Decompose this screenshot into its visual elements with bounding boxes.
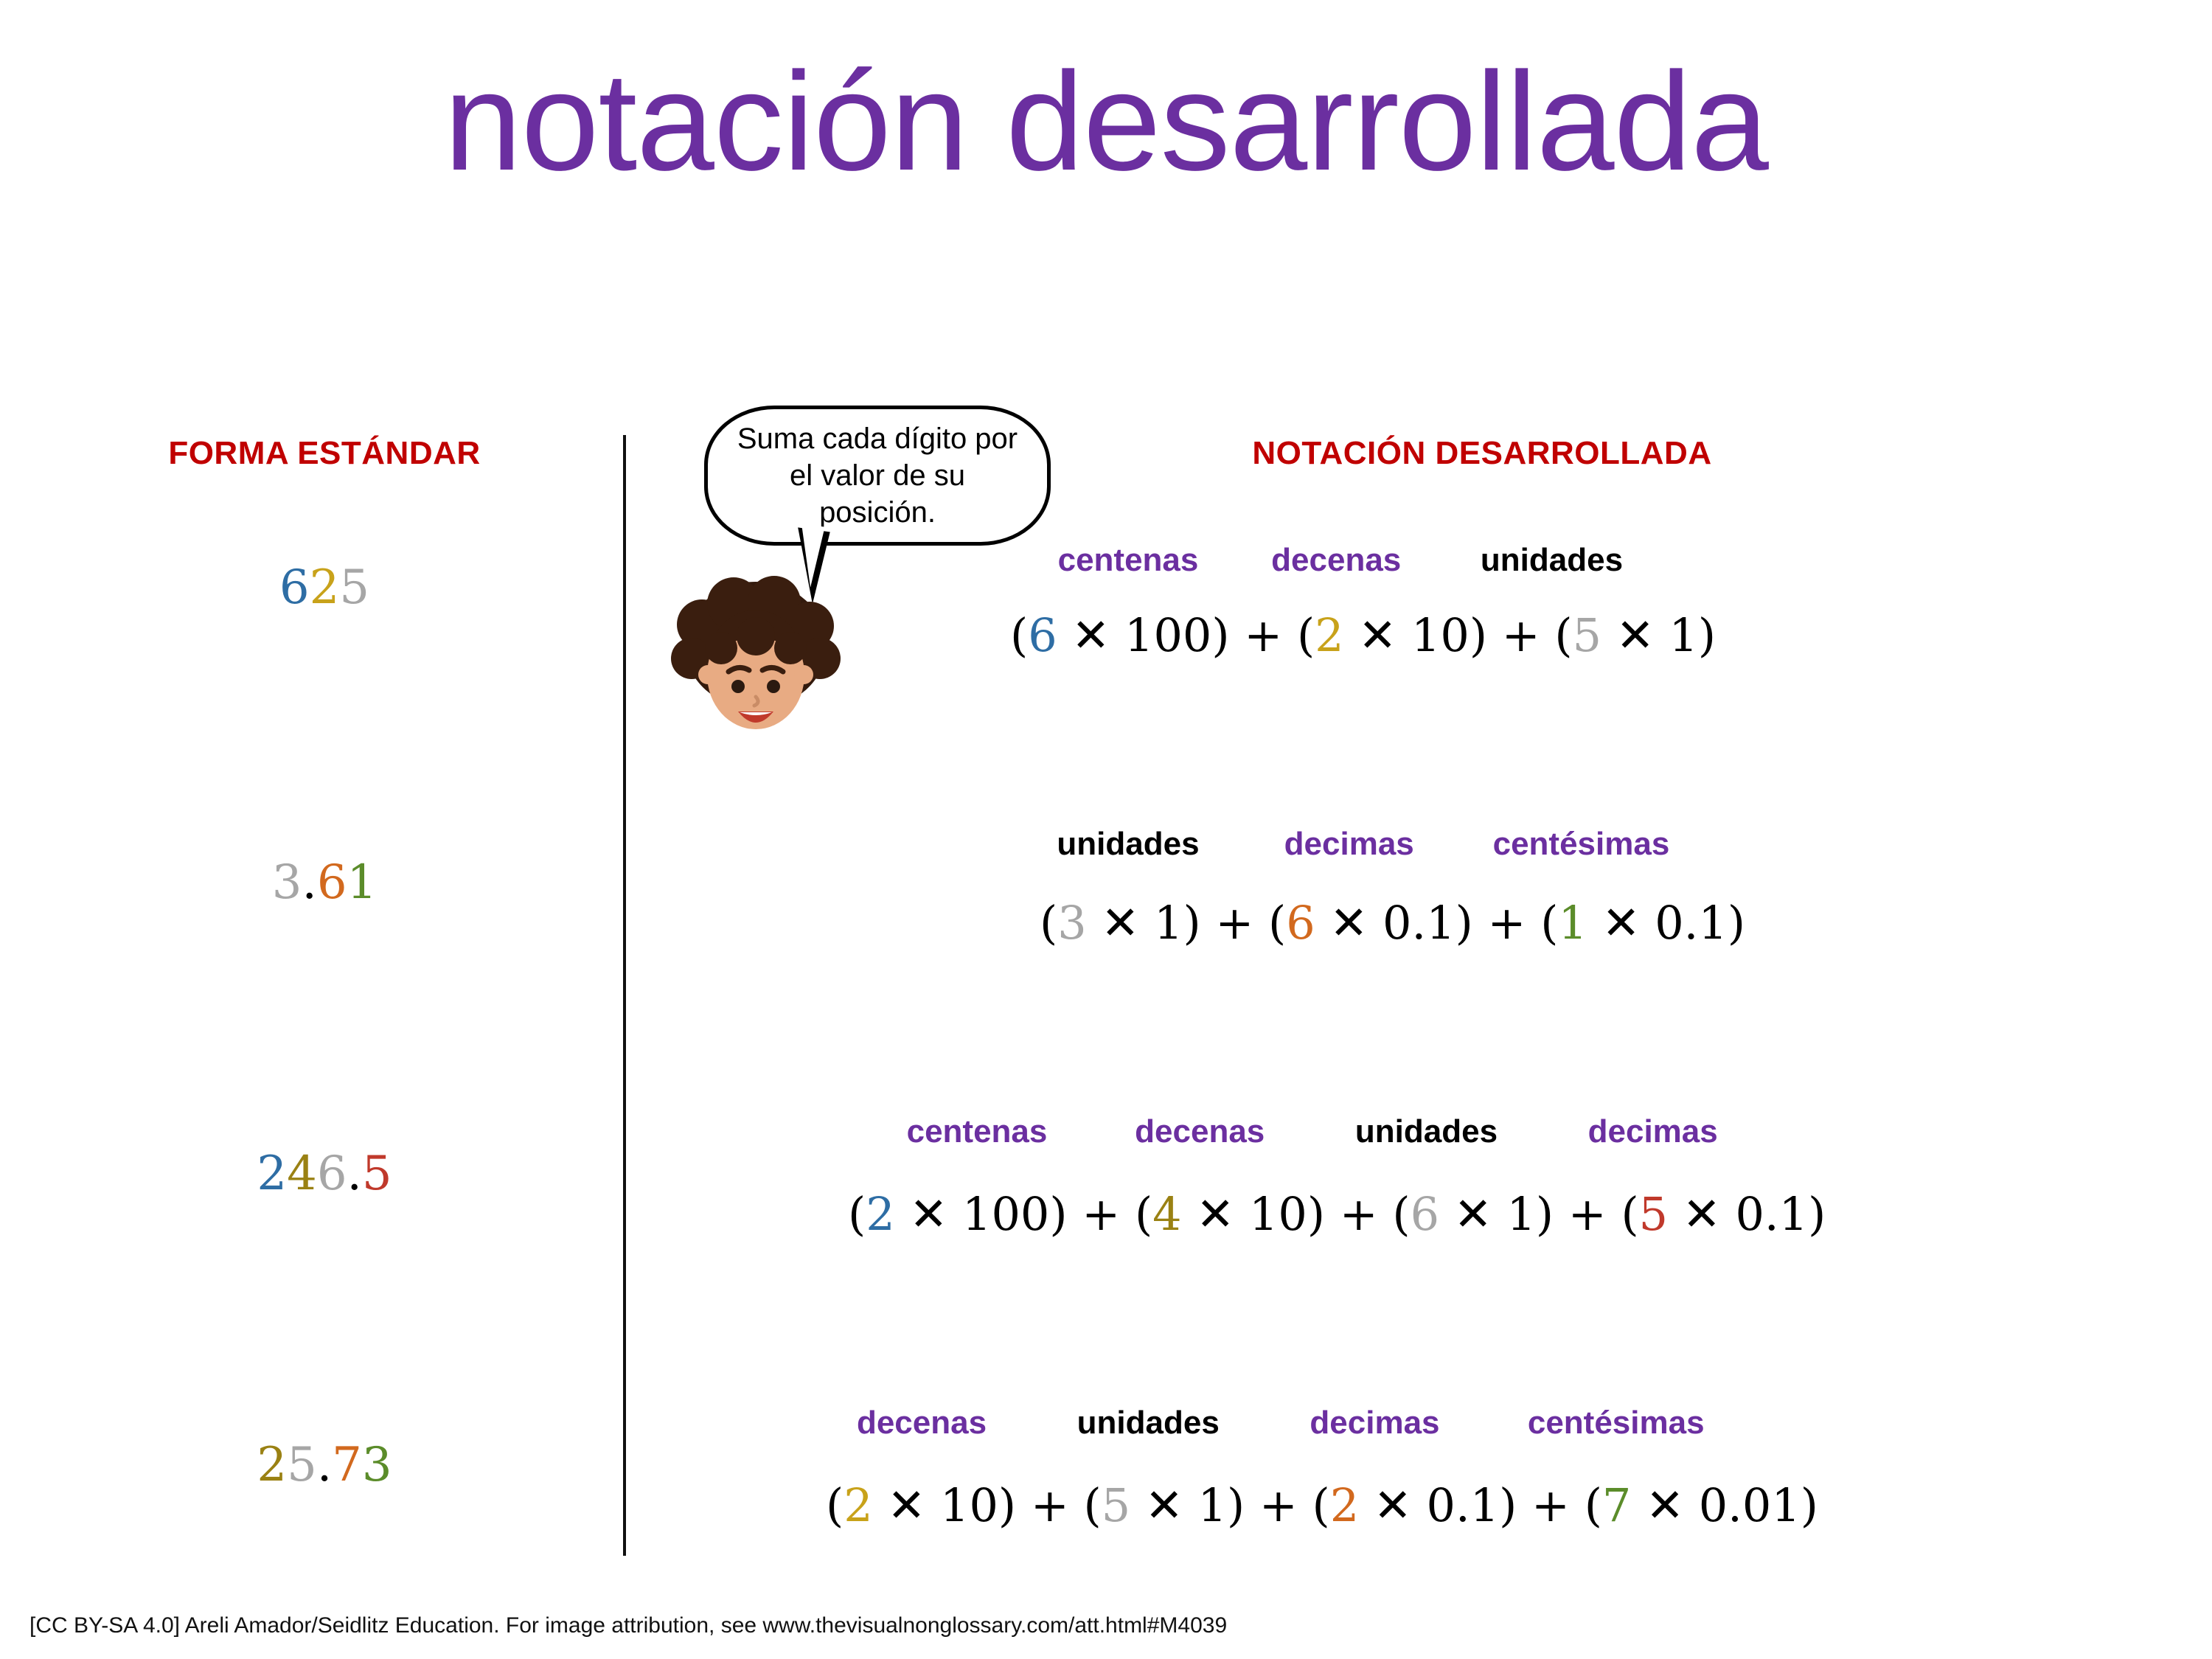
label-unidades-row-4: unidades [1077,1405,1220,1441]
vertical-divider [623,435,626,1556]
expr-part-4: + [1229,608,1297,662]
digit-2: 5 [287,1438,317,1492]
expr-part-2: 2 [844,1478,873,1532]
attribution-footer: [CC BY-SA 4.0] Areli Amador/Seidlitz Education. For image attribution, see www.thevisualnonglossary.com/att.html#M4039 [29,1613,1228,1638]
expr-part-10: 1 [1558,896,1587,950]
expr-part-3: ✕ 1) [1086,896,1201,950]
label-decenas-row-3: decenas [1135,1113,1265,1150]
label-decenas-row-4: decenas [856,1405,987,1441]
expression-row-1 [1010,608,1716,662]
expr-part-12: + [1554,1187,1621,1241]
expr-part-5: ( [1268,896,1287,950]
digit-1: 2 [257,1147,288,1201]
expr-part-2: 2 [866,1187,895,1241]
label-unidades-row-3: unidades [1354,1113,1498,1150]
digit-1: 6 [279,560,310,615]
page-title: notación desarrollada [444,44,1768,200]
expr-part-10: 6 [1410,1187,1440,1241]
expr-part-7: ✕ 0.1) [1315,896,1473,950]
label-decimas-row-2: decimas [1284,826,1414,862]
expr-part-2: 6 [1028,608,1057,662]
expr-part-9: ( [1312,1478,1330,1532]
expr-part-3: ✕ 100) [894,1187,1068,1241]
expr-part-13: ( [1584,1478,1602,1532]
expr-part-9: ( [1392,1187,1411,1241]
label-decimas-row-4: decimas [1310,1405,1440,1441]
expr-part-5: ( [1296,608,1315,662]
avatar [664,571,848,756]
expr-part-1: ( [1040,896,1058,950]
digit-1: 2 [257,1438,288,1492]
digit-2: 4 [287,1147,317,1201]
expr-part-4: + [1016,1478,1084,1532]
expr-part-8: + [1245,1478,1312,1532]
expr-part-11: ✕ 0.1) [1359,1478,1517,1532]
expr-part-6: 5 [1101,1478,1131,1532]
standard-form-row-1 [88,560,560,615]
digit-3: 6 [316,855,347,910]
digit-2: 2 [309,560,340,615]
place-labels-row-3 [870,1113,1760,1150]
expr-part-1: ( [826,1478,844,1532]
expr-part-3: ✕ 10) [872,1478,1017,1532]
expr-part-15: ✕ 0.1) [1668,1187,1826,1241]
expr-part-11: ✕ 1) [1601,608,1717,662]
standard-form-row-3 [88,1147,560,1201]
digit-2: . [302,855,317,910]
expr-part-6: 6 [1286,896,1315,950]
expr-part-12: + [1517,1478,1585,1532]
expr-part-9: ( [1554,608,1573,662]
expr-part-8: + [1325,1187,1393,1241]
expr-part-13: ( [1621,1187,1639,1241]
column-header-standard-form: FORMA ESTÁNDAR [168,435,481,471]
digit-3: 5 [339,560,370,615]
expression-row-3 [848,1187,1826,1241]
digit-4: 7 [332,1438,362,1492]
expression-row-4 [826,1478,1818,1532]
expr-part-1: ( [1010,608,1029,662]
expr-part-6: 2 [1315,608,1344,662]
digit-5: 5 [361,1147,392,1201]
digit-5: 3 [361,1438,392,1492]
place-labels-row-4 [815,1405,1742,1441]
label-centenas-row-1: centenas [1057,542,1199,578]
expr-part-5: ( [1083,1478,1102,1532]
expression-row-2 [1040,896,1745,950]
speech-bubble-text: Suma cada dígito por el valor de su posición. [737,422,1018,529]
place-labels-row-2 [1018,826,1703,863]
column-header-expanded-notation: NOTACIÓN DESARROLLADA [1252,435,1712,471]
standard-form-row-4 [88,1438,560,1492]
expr-part-8: + [1487,608,1555,662]
expr-part-1: ( [848,1187,866,1241]
expr-part-4: + [1067,1187,1135,1241]
label-decenas-row-1: decenas [1271,542,1402,578]
expr-part-11: ✕ 0.1) [1587,896,1746,950]
label-unidades-row-2: unidades [1057,826,1200,862]
expr-part-5: ( [1134,1187,1153,1241]
expr-part-2: 3 [1057,896,1087,950]
digit-4: . [347,1147,362,1201]
expr-part-11: ✕ 1) [1439,1187,1554,1241]
expr-part-7: ✕ 1) [1130,1478,1245,1532]
digit-3: 6 [316,1147,347,1201]
label-centenas-row-3: centenas [906,1113,1048,1150]
speech-bubble [704,406,1051,546]
digit-1: 3 [271,855,302,910]
expr-part-4: + [1200,896,1269,950]
expr-part-3: ✕ 100) [1057,608,1230,662]
expr-part-15: ✕ 0.01) [1631,1478,1818,1532]
standard-form-row-2 [88,855,560,910]
label-centesimas-row-4: centésimas [1527,1405,1705,1441]
place-labels-row-1 [1029,542,1658,579]
digit-3: . [316,1438,333,1492]
expr-part-14: 7 [1601,1478,1632,1532]
expr-part-10: 2 [1329,1478,1360,1532]
expr-part-7: ✕ 10) [1343,608,1488,662]
expr-part-8: + [1472,896,1541,950]
expr-part-7: ✕ 10) [1181,1187,1326,1241]
expr-part-10: 5 [1572,608,1602,662]
expr-part-14: 5 [1638,1187,1669,1241]
digit-4: 1 [347,855,378,910]
label-centesimas-row-2: centésimas [1492,826,1670,862]
label-unidades-row-1: unidades [1480,542,1624,578]
expr-part-9: ( [1540,896,1559,950]
expr-part-6: 4 [1152,1187,1182,1241]
label-decimas-row-3: decimas [1587,1113,1718,1150]
